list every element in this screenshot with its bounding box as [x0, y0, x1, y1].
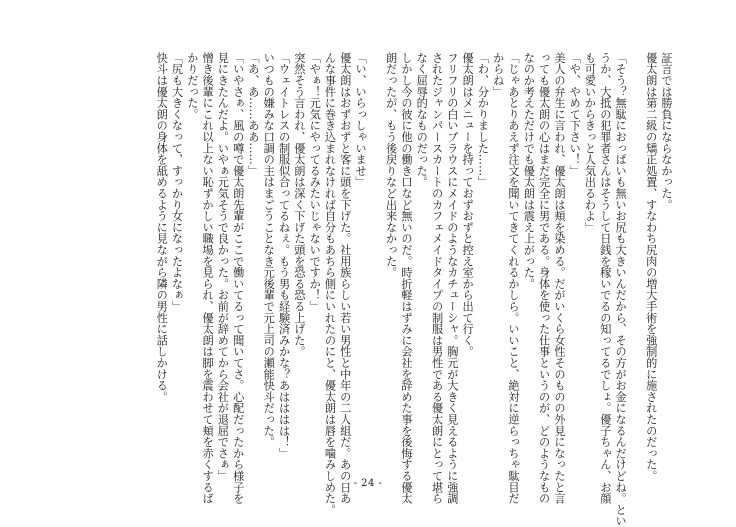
- text-line: 「や、やめて下さい！」: [568, 52, 582, 177]
- text-line: 優太朗は第二級の矯正処置、すなわち尻肉の増大手術を強制的に施されたのだった。: [644, 52, 658, 482]
- text-line: 憎き後輩にこれ以上ない恥ずかしい職場を見られ、優太朗は脚を震わせて頬を赤くするば: [201, 52, 215, 504]
- text-line: 快斗は優太朗の身体を舐めるように見ながら隣の男性に話しかける。: [155, 52, 169, 403]
- text-line: も可愛いからきっと人気出るわよ」: [583, 52, 597, 233]
- text-line: 「あ、あ……ああ……」: [246, 52, 260, 177]
- text-line: なのか考えただけでも優太朗は震え上がった。: [522, 52, 536, 290]
- text-line: 朗だったが、もう後戻りなど出来なかった。: [384, 52, 398, 278]
- text-line: 優太朗はおずおずと客に頭を下げた。社用族らしい若い男性と中年の二人組だ。あの日あ: [338, 52, 352, 504]
- text-line: 「ウェイトレスの制服似合ってるねぇ。もう男も経験済みかな？あはははは！」: [277, 52, 291, 459]
- text-line: いつもの嫌みな口調の主はまごうことなき元後輩で元上司の瀬能快斗だった。: [262, 52, 276, 448]
- text-line: からね」: [491, 52, 505, 98]
- text-line: 「わ、分かりました……」: [476, 52, 490, 188]
- text-line: 美人の弁生に言われ、優太朗は頬を染める。だがいくら女性そのものの外見になったと言: [552, 52, 566, 504]
- text-line: 優太朗はメニューを持っておずおずと控え室から出て行く。: [461, 52, 475, 358]
- text-line: されたジャンパースカートのカフェメイドタイプの制服は男性である優太朗にとって堪ら: [430, 52, 444, 504]
- text-line: 「いやさぁ、風の噂で優太朗先輩がここで働いてるって聞いてさ。心配だったから様子を: [231, 52, 245, 504]
- text-line: フリフリの白いブラウスにメイドのようなカチューシャ。胸元が大きく見えるように強調: [445, 52, 459, 504]
- text-line: 証言では勝負にならなかった。: [660, 52, 673, 211]
- blank-line: [628, 52, 643, 472]
- blank-line: [368, 52, 383, 472]
- text-line: 「じゃあとりあえず注文を聞いてきてくれるかしら。いいこと、絶対に逆らっちゃ駄目だ: [507, 52, 521, 504]
- text-line: 「尻も大きくなって、すっかり女になったよなぁ」: [170, 52, 184, 312]
- text-line: 見にきたんだよ。いやぁ元気そうで良かった。お前が辞めてから会社が退屈でさぁ」: [216, 52, 230, 482]
- text-line: 「い、いらっしゃいませ」: [354, 52, 368, 188]
- text-line: 「そう？無駄におっぱいも無いお尻も大きいんだから、その方がお金になるんだけどね。とい: [614, 52, 628, 527]
- text-line: 「やぁ！元気にやってるみたいじゃないですか！」: [308, 52, 322, 312]
- text-line: かりだった。: [185, 52, 199, 120]
- text-line: しかし今の彼に他の働き口など無いのだ。時折軽はずみに会社を辞めた事を後悔する優太: [399, 52, 413, 504]
- text-line: っても優太朗の心はまだ完全に男である。身体を使った仕事というのが、どのようなもの: [537, 52, 551, 504]
- text-line: なく屈辱的なものだった。: [415, 52, 429, 188]
- text-line: うか、大抵の犯罪者さんはそうして日銭を稼いでるの知ってるでしょ。優子ちゃん、お顔: [598, 52, 612, 504]
- text-line: んな事件に巻き込まれなければ自分もあちら側にいれたのにと、優太朗は唇を噛みしめた。: [323, 52, 337, 516]
- text-line: 突然そう言われ、優太朗は深く下げた頭を恐る恐る上げた。: [292, 52, 306, 358]
- page-number: - 24 -: [353, 478, 383, 489]
